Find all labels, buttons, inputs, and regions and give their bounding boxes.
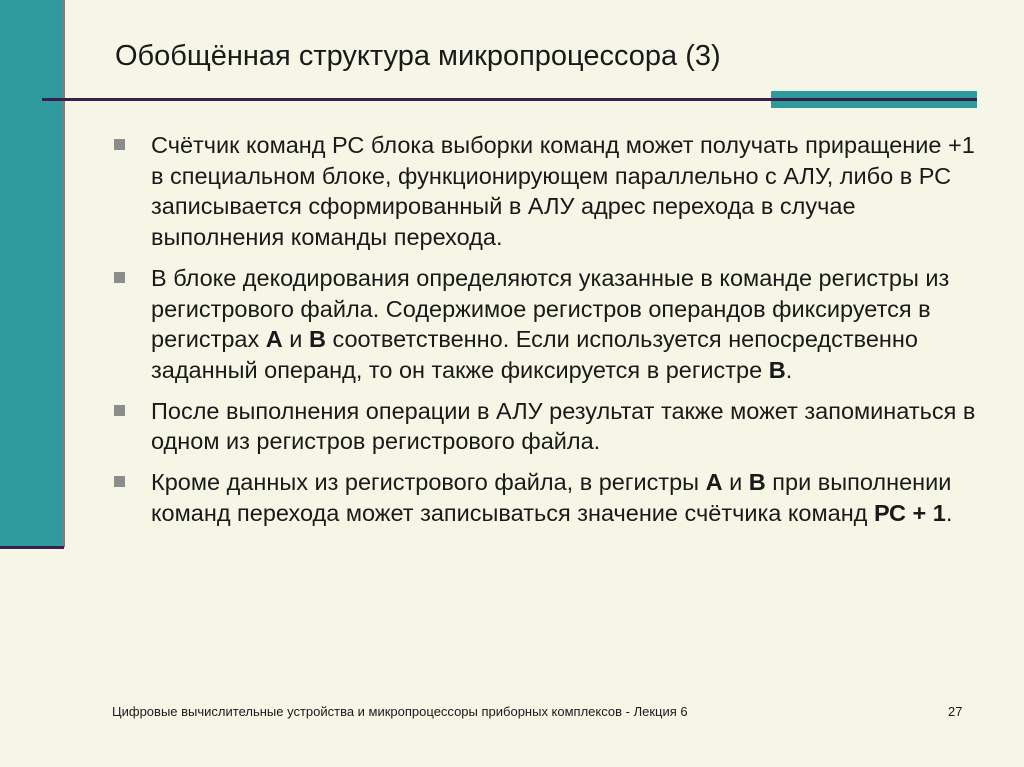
bullet-list bbox=[110, 130, 990, 538]
square-bullet-icon bbox=[114, 476, 125, 487]
bullet-text bbox=[151, 469, 952, 526]
page-number: 27 bbox=[948, 704, 963, 719]
bullet-item bbox=[110, 130, 990, 253]
bullet-text-part: и bbox=[282, 326, 309, 353]
left-accent-rule bbox=[0, 546, 64, 549]
square-bullet-icon bbox=[114, 139, 125, 150]
bullet-text bbox=[151, 398, 975, 455]
bullet-text-bold: РС + 1 bbox=[873, 499, 946, 526]
bullet-item bbox=[110, 263, 990, 386]
bullet-text-part: и bbox=[722, 469, 749, 496]
bullet-text-part: соответственно. Если используется непосредственно заданный операнд, то он также фиксируется в регистре bbox=[151, 326, 918, 383]
bullet-text-part: После выполнения операции в АЛУ результат также может запоминаться в одном из регистров регистрового файла. bbox=[151, 397, 976, 455]
square-bullet-icon bbox=[114, 405, 125, 416]
bullet-item bbox=[110, 467, 990, 528]
bullet-text-part: . bbox=[945, 499, 953, 526]
bullet-text-bold: В bbox=[308, 326, 326, 353]
bullet-text-part: Кроме данных из регистрового файла, в регистры bbox=[151, 469, 706, 496]
title-accent-line bbox=[771, 98, 977, 101]
bullet-text-bold: В bbox=[768, 356, 786, 383]
bullet-text-part: при выполнении команд перехода может записываться значение счётчика команд bbox=[151, 469, 952, 526]
bullet-item bbox=[110, 396, 990, 457]
bullet-text-part: В блоке декодирования определяются указанные в команде регистры из регистрового файла. Содержимое регистров операндов фиксируется в регистрах bbox=[151, 264, 950, 353]
bullet-text-bold: А bbox=[265, 326, 283, 353]
left-accent-bar bbox=[0, 0, 65, 547]
bullet-text bbox=[151, 132, 975, 250]
footer-caption: Цифровые вычислительные устройства и микропроцессоры приборных комплексов - Лекция 6 bbox=[112, 704, 688, 719]
bullet-text-part: . bbox=[785, 356, 793, 383]
square-bullet-icon bbox=[114, 272, 125, 283]
bullet-text-part: Счётчик команд РС блока выборки команд может получать приращение +1 в специальном блоке, функционирующем параллельно с АЛУ, либо в РС записывается сформированный в АЛУ адрес перехода в случае выполнения команды перехода. bbox=[151, 132, 975, 251]
slide-title: Обобщённая структура микропроцессора (3) bbox=[115, 40, 721, 72]
bullet-text bbox=[151, 265, 949, 383]
bullet-text-bold: В bbox=[748, 469, 766, 496]
bullet-text-bold: А bbox=[705, 469, 723, 496]
